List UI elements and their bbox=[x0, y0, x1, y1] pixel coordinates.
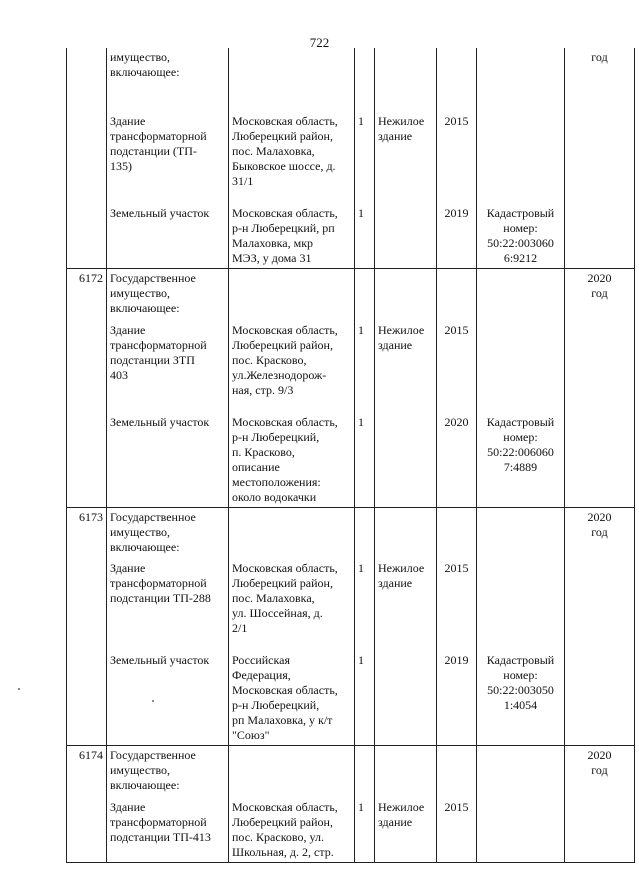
object-name-cell: Здание трансформаторной подстанции ТП-288 bbox=[107, 559, 229, 651]
year-cell bbox=[437, 48, 477, 112]
object-name-cell: Государственное имущество, включающее: bbox=[107, 507, 229, 559]
quantity-cell bbox=[355, 746, 375, 798]
year-cell bbox=[437, 746, 477, 798]
registry-table bbox=[66, 48, 635, 863]
inclusion-date-cell: 2020 год bbox=[565, 507, 635, 559]
scan-speck bbox=[152, 700, 154, 702]
object-address-cell bbox=[229, 269, 355, 321]
registry-number-cell bbox=[67, 413, 107, 508]
object-address-cell: Московская область, Люберецкий район, пос. Малаховка, Быковское шоссе, д. 31/1 bbox=[229, 112, 355, 204]
table-row bbox=[67, 651, 635, 746]
table-row bbox=[67, 48, 635, 112]
year-cell bbox=[437, 269, 477, 321]
object-address-cell: Московская область, Люберецкий район, пос. Красково, ул.Железнодорож- ная, стр. 9/3 bbox=[229, 321, 355, 413]
purpose-cell bbox=[375, 204, 437, 269]
object-address-cell: Московская область, Люберецкий район, пос. Малаховка, ул. Шоссейная, д. 2/1 bbox=[229, 559, 355, 651]
registry-number-cell: 6174 bbox=[67, 746, 107, 798]
registry-number-cell: 6172 bbox=[67, 269, 107, 321]
object-name-cell: Государственное имущество, включающее: bbox=[107, 746, 229, 798]
purpose-cell: Нежилое здание bbox=[375, 112, 437, 204]
note-cell bbox=[477, 48, 565, 112]
quantity-cell: 1 bbox=[355, 651, 375, 746]
inclusion-date-cell: 2020 год bbox=[565, 746, 635, 798]
registry-number-cell: 6173 bbox=[67, 507, 107, 559]
inclusion-date-cell bbox=[565, 559, 635, 651]
purpose-cell: Нежилое здание bbox=[375, 559, 437, 651]
note-cell bbox=[477, 321, 565, 413]
inclusion-date-cell: год bbox=[565, 48, 635, 112]
year-cell: 2015 bbox=[437, 112, 477, 204]
inclusion-date-cell bbox=[565, 321, 635, 413]
purpose-cell bbox=[375, 651, 437, 746]
year-cell: 2019 bbox=[437, 204, 477, 269]
inclusion-date-cell bbox=[565, 112, 635, 204]
inclusion-date-cell bbox=[565, 413, 635, 508]
quantity-cell: 1 bbox=[355, 413, 375, 508]
object-name-cell: Земельный участок bbox=[107, 204, 229, 269]
note-cell bbox=[477, 559, 565, 651]
quantity-cell bbox=[355, 507, 375, 559]
inclusion-date-cell bbox=[565, 798, 635, 863]
registry-number-cell bbox=[67, 321, 107, 413]
note-cell bbox=[477, 798, 565, 863]
quantity-cell: 1 bbox=[355, 559, 375, 651]
object-name-cell: Земельный участок bbox=[107, 413, 229, 508]
object-name-cell: Здание трансформаторной подстанции ТП-413 bbox=[107, 798, 229, 863]
note-cell: Кадастровый номер: 50:22:003050 1:4054 bbox=[477, 651, 565, 746]
note-cell bbox=[477, 746, 565, 798]
object-address-cell: Московская область, р-н Люберецкий, рп Малаховка, мкр МЭЗ, у дома 31 bbox=[229, 204, 355, 269]
quantity-cell bbox=[355, 269, 375, 321]
object-name-cell: Здание трансформаторной подстанции (ТП- 135) bbox=[107, 112, 229, 204]
table-row bbox=[67, 413, 635, 508]
year-cell: 2020 bbox=[437, 413, 477, 508]
year-cell: 2015 bbox=[437, 321, 477, 413]
registry-number-cell bbox=[67, 112, 107, 204]
year-cell bbox=[437, 507, 477, 559]
purpose-cell: Нежилое здание bbox=[375, 798, 437, 863]
purpose-cell bbox=[375, 269, 437, 321]
inclusion-date-cell: 2020 год bbox=[565, 269, 635, 321]
note-cell bbox=[477, 507, 565, 559]
table-row-group-start bbox=[67, 746, 635, 798]
object-address-cell: Московская область, р-н Люберецкий, п. Красково, описание местоположения: около водокачки bbox=[229, 413, 355, 508]
registry-number-cell bbox=[67, 204, 107, 269]
object-name-cell: Земельный участок bbox=[107, 651, 229, 746]
table-row bbox=[67, 321, 635, 413]
purpose-cell bbox=[375, 413, 437, 508]
object-address-cell bbox=[229, 48, 355, 112]
purpose-cell bbox=[375, 48, 437, 112]
note-cell bbox=[477, 112, 565, 204]
scan-speck bbox=[18, 688, 20, 690]
table-row bbox=[67, 798, 635, 863]
object-name-cell: Здание трансформаторной подстанции ЗТП 403 bbox=[107, 321, 229, 413]
purpose-cell bbox=[375, 746, 437, 798]
registry-number-cell bbox=[67, 48, 107, 112]
quantity-cell: 1 bbox=[355, 112, 375, 204]
quantity-cell: 1 bbox=[355, 798, 375, 863]
object-name-cell: имущество, включающее: bbox=[107, 48, 229, 112]
purpose-cell bbox=[375, 507, 437, 559]
year-cell: 2015 bbox=[437, 798, 477, 863]
year-cell: 2019 bbox=[437, 651, 477, 746]
page-number: 722 bbox=[309, 35, 330, 50]
table-row bbox=[67, 559, 635, 651]
object-address-cell: Российская Федерация, Московская область, р-н Люберецкий, рп Малаховка, у к/т "Союз" bbox=[229, 651, 355, 746]
table-row-group-start bbox=[67, 507, 635, 559]
year-cell: 2015 bbox=[437, 559, 477, 651]
registry-number-cell bbox=[67, 798, 107, 863]
purpose-cell: Нежилое здание bbox=[375, 321, 437, 413]
table-row-group-start bbox=[67, 269, 635, 321]
inclusion-date-cell bbox=[565, 204, 635, 269]
note-cell: Кадастровый номер: 50:22:006060 7:4889 bbox=[477, 413, 565, 508]
registry-number-cell bbox=[67, 651, 107, 746]
object-name-cell: Государственное имущество, включающее: bbox=[107, 269, 229, 321]
object-address-cell: Московская область, Люберецкий район, пос. Красково, ул. Школьная, д. 2, стр. bbox=[229, 798, 355, 863]
quantity-cell bbox=[355, 48, 375, 112]
note-cell: Кадастровый номер: 50:22:003060 6:9212 bbox=[477, 204, 565, 269]
inclusion-date-cell bbox=[565, 651, 635, 746]
object-address-cell bbox=[229, 746, 355, 798]
table-row bbox=[67, 112, 635, 204]
quantity-cell: 1 bbox=[355, 321, 375, 413]
registry-table-body bbox=[67, 48, 635, 862]
registry-number-cell bbox=[67, 559, 107, 651]
note-cell bbox=[477, 269, 565, 321]
quantity-cell: 1 bbox=[355, 204, 375, 269]
object-address-cell bbox=[229, 507, 355, 559]
table-row bbox=[67, 204, 635, 269]
